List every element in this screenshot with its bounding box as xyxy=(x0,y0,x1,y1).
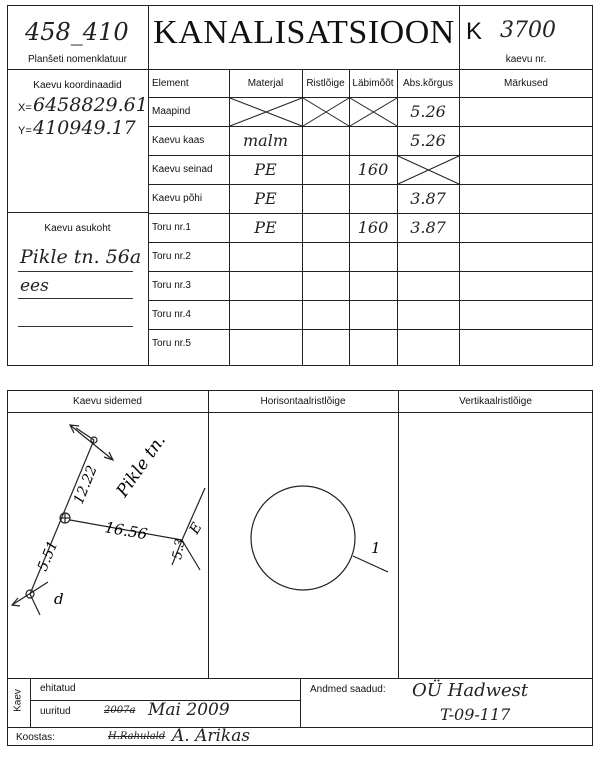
sketch-street: Pikle tn. xyxy=(112,431,170,501)
well-prefix: K xyxy=(466,18,483,45)
data-source-line1: OÜ Hadwest xyxy=(412,680,529,701)
surveyed-label: uuritud xyxy=(40,706,71,717)
well-number: 3700 xyxy=(500,18,556,43)
table-cell-material: malm xyxy=(243,131,288,150)
sketch-dim-b: 16.56 xyxy=(103,518,149,544)
sketch-col1-label: Kaevu sidemed xyxy=(73,396,142,407)
header-elevation: Abs.kõrgus xyxy=(402,77,454,89)
location-label: Kaevu asukoht xyxy=(44,223,111,234)
table-cell-elevation: 5.26 xyxy=(410,131,446,150)
table-cell-element: Kaevu põhi xyxy=(152,193,203,204)
table-cell-diameter: 160 xyxy=(357,160,389,179)
coords-y-label: Y= xyxy=(18,125,32,137)
table-cell-elevation: 5.26 xyxy=(410,102,446,121)
sketch-letter-e: E xyxy=(186,520,206,537)
header-notes: Märkused xyxy=(504,77,548,89)
header-element: Element xyxy=(152,77,189,89)
sketch-dim-d: 5.3 xyxy=(170,537,189,561)
data-source-line2: T-09-117 xyxy=(440,705,511,724)
coords-y-value: 410949.17 xyxy=(33,117,136,139)
sketch-col3-label: Vertikaalristlõige xyxy=(459,396,532,407)
coords-label: Kaevu koordinaadid xyxy=(33,80,122,91)
table-cell-element: Toru nr.3 xyxy=(152,280,191,291)
page-title: KANALISATSIOON xyxy=(153,14,455,51)
table-cell-elevation: 3.87 xyxy=(410,189,446,208)
surveyed-value: Mai 2009 xyxy=(148,700,230,720)
compiled-struck: H.Rahulald xyxy=(108,731,166,742)
table-cell-element: Toru nr.2 xyxy=(152,251,191,262)
header-diameter: Läbimõõt xyxy=(352,77,394,89)
sketch-dim-c: 5.51 xyxy=(34,538,62,574)
data-source-label: Andmed saadud: xyxy=(310,684,386,695)
compiled-label: Koostas: xyxy=(16,732,55,743)
location-line1: Pikle tn. 56a xyxy=(20,246,142,268)
coords-x-value: 6458829.61 xyxy=(33,94,148,116)
built-label: ehitatud xyxy=(40,683,76,694)
surveyed-struck: 2007a xyxy=(104,705,136,716)
table-cell-material: PE xyxy=(254,218,277,237)
table-cell-diameter: 160 xyxy=(357,218,389,237)
well-label: kaevu nr. xyxy=(505,54,547,65)
nomenclature-label: Planšeti nomenklatuur xyxy=(28,54,127,65)
footer-side-label: Kaev xyxy=(12,689,24,712)
table-cell-material: PE xyxy=(254,189,277,208)
sketch-pipe-label: 1 xyxy=(371,539,381,557)
table-cell-element: Toru nr.1 xyxy=(152,222,191,233)
table-cell-element: Kaevu seinad xyxy=(152,164,213,175)
header-material: Materjal xyxy=(247,77,284,89)
table-cell-element: Toru nr.4 xyxy=(152,309,191,320)
table-cell-material: PE xyxy=(254,160,277,179)
sketch-col2-label: Horisontaalristlõige xyxy=(260,396,346,407)
compiled-value: A. Arikas xyxy=(172,726,251,746)
table-cell-element: Kaevu kaas xyxy=(152,135,205,146)
header-cross: Ristlõige xyxy=(306,77,345,89)
coords-x-label: X= xyxy=(18,102,32,114)
table-cell-element: Maapind xyxy=(152,106,191,117)
table-cell-element: Toru nr.5 xyxy=(152,338,191,349)
table-cell-elevation: 3.87 xyxy=(410,218,446,237)
nomenclature-value: 458_410 xyxy=(25,18,129,46)
sketch-letter-d: d xyxy=(54,590,64,608)
sketch-dim-a: 12.22 xyxy=(70,463,101,507)
location-line2: ees xyxy=(20,276,49,296)
